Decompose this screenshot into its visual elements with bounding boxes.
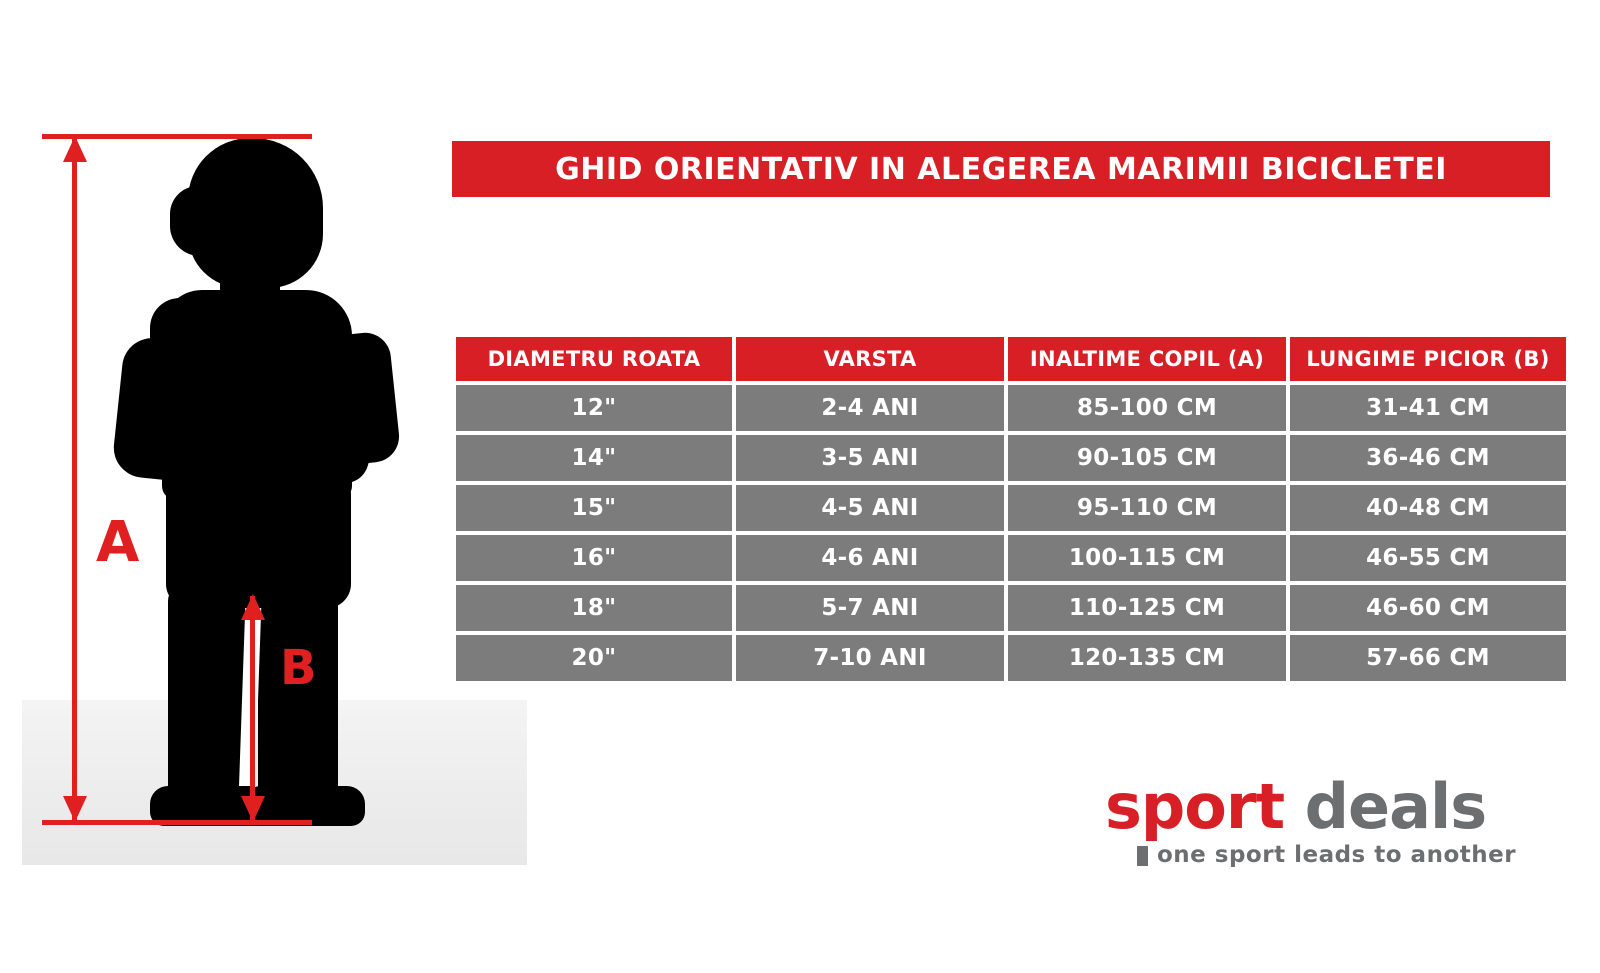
cell-wheel-diameter: 20" bbox=[456, 635, 732, 681]
table-row bbox=[456, 385, 1566, 431]
cell-leg-length: 36-46 CM bbox=[1290, 435, 1566, 481]
cell-wheel-diameter: 18" bbox=[456, 585, 732, 631]
cell-leg-length: 57-66 CM bbox=[1290, 635, 1566, 681]
table-row bbox=[456, 635, 1566, 681]
cell-age: 5-7 ANI bbox=[736, 585, 1004, 631]
measure-a-arrow-down-icon bbox=[63, 796, 87, 822]
measure-b-arrow-up-icon bbox=[241, 594, 265, 620]
cell-age: 4-5 ANI bbox=[736, 485, 1004, 531]
column-header-varsta: VARSTA bbox=[736, 337, 1004, 381]
logo-tagline: one sport leads to another bbox=[1157, 842, 1517, 868]
cell-age: 3-5 ANI bbox=[736, 435, 1004, 481]
cell-wheel-diameter: 15" bbox=[456, 485, 732, 531]
cell-leg-length: 46-55 CM bbox=[1290, 535, 1566, 581]
cell-wheel-diameter: 14" bbox=[456, 435, 732, 481]
brand-logo bbox=[1105, 770, 1525, 880]
logo-word-sport: sport bbox=[1105, 770, 1285, 843]
cell-age: 7-10 ANI bbox=[736, 635, 1004, 681]
cell-child-height: 110-125 CM bbox=[1008, 585, 1286, 631]
cell-wheel-diameter: 12" bbox=[456, 385, 732, 431]
column-header-lungime-picior: LUNGIME PICIOR (B) bbox=[1290, 337, 1566, 381]
logo-word-deals: deals bbox=[1284, 770, 1487, 843]
cell-wheel-diameter: 16" bbox=[456, 535, 732, 581]
logo-wordmark bbox=[1105, 770, 1486, 843]
measure-b-label: B bbox=[280, 640, 318, 696]
cell-child-height: 85-100 CM bbox=[1008, 385, 1286, 431]
measure-b-shaft bbox=[250, 596, 255, 820]
cell-age: 4-6 ANI bbox=[736, 535, 1004, 581]
table-header-row bbox=[456, 337, 1566, 381]
logo-tick-icon bbox=[1137, 846, 1148, 866]
column-header-diametru-roata: DIAMETRU ROATA bbox=[456, 337, 732, 381]
table-row bbox=[456, 485, 1566, 531]
page-title: GHID ORIENTATIV IN ALEGEREA MARIMII BICICLETEI bbox=[555, 151, 1447, 187]
cell-child-height: 100-115 CM bbox=[1008, 535, 1286, 581]
table-row bbox=[456, 585, 1566, 631]
cell-leg-length: 40-48 CM bbox=[1290, 485, 1566, 531]
cell-leg-length: 31-41 CM bbox=[1290, 385, 1566, 431]
measure-a-shaft bbox=[72, 138, 77, 820]
title-banner bbox=[452, 141, 1550, 197]
column-header-inaltime-copil: INALTIME COPIL (A) bbox=[1008, 337, 1286, 381]
cell-leg-length: 46-60 CM bbox=[1290, 585, 1566, 631]
table-row bbox=[456, 435, 1566, 481]
cell-age: 2-4 ANI bbox=[736, 385, 1004, 431]
table-row bbox=[456, 535, 1566, 581]
measure-a-label: A bbox=[96, 510, 141, 575]
cell-child-height: 90-105 CM bbox=[1008, 435, 1286, 481]
cell-child-height: 95-110 CM bbox=[1008, 485, 1286, 531]
child-silhouette-icon bbox=[110, 138, 430, 828]
bike-size-table bbox=[452, 333, 1570, 685]
cell-child-height: 120-135 CM bbox=[1008, 635, 1286, 681]
measure-b-arrow-down-icon bbox=[241, 796, 265, 822]
measure-a-arrow-up-icon bbox=[63, 136, 87, 162]
